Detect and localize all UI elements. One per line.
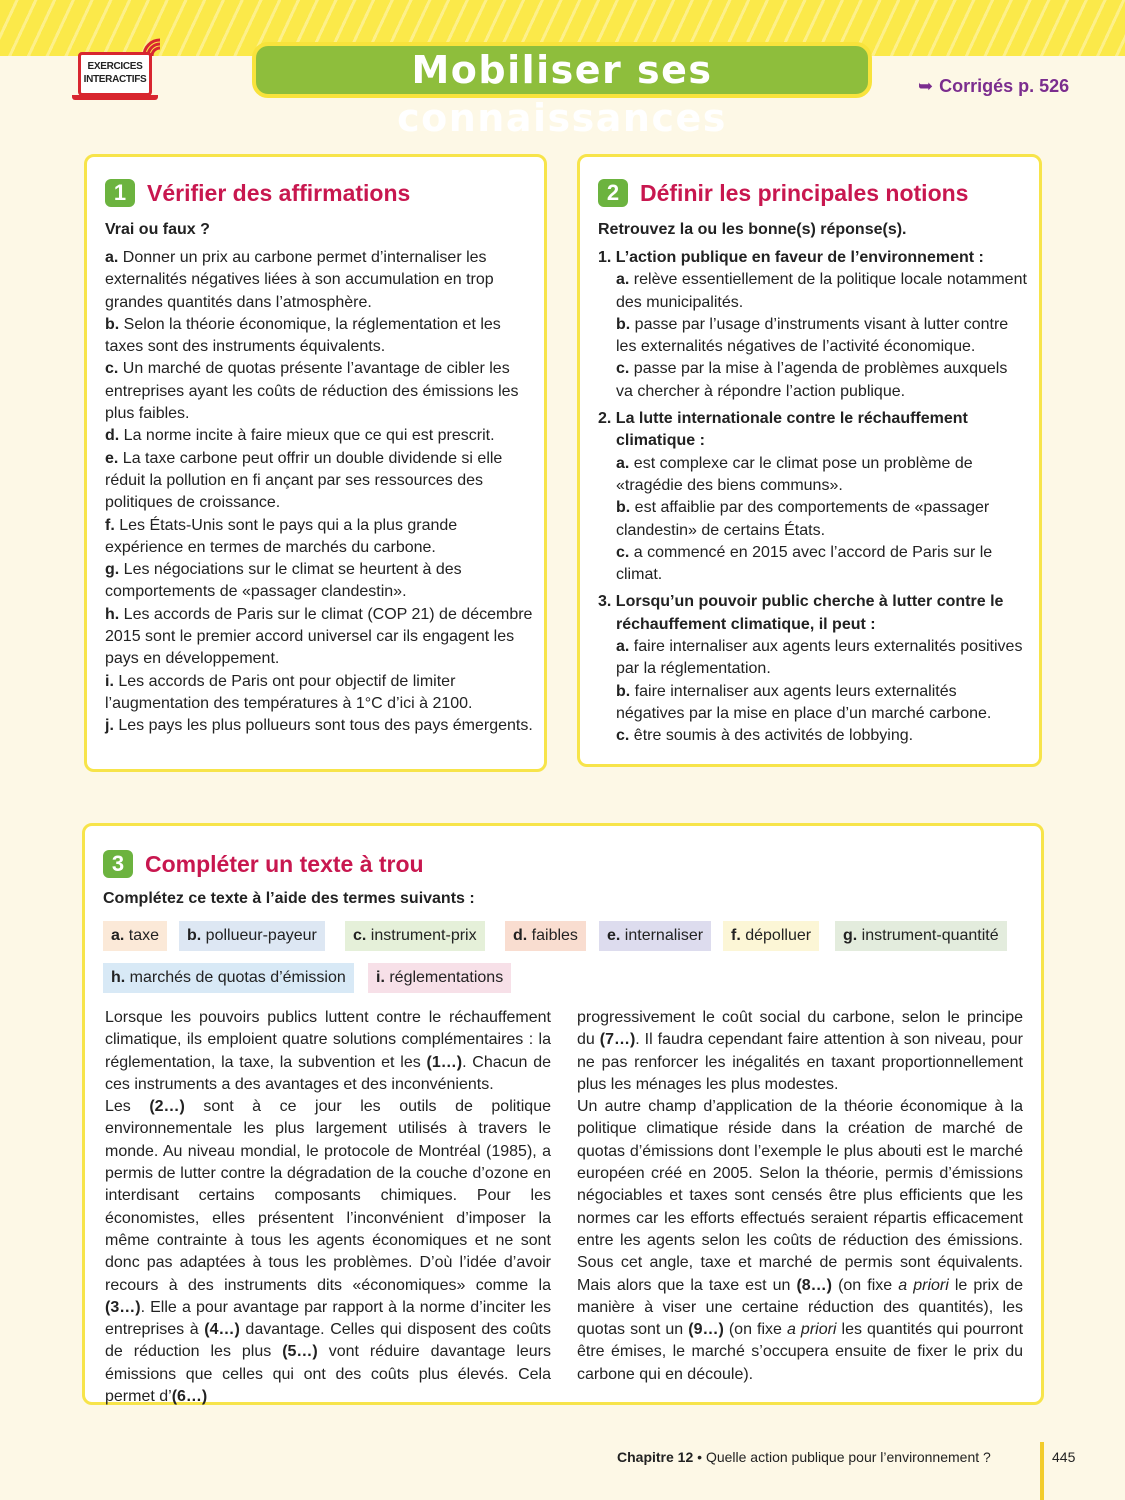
exercise-2-box — [577, 154, 1042, 767]
blank-slot[interactable]: (7…) — [599, 1031, 636, 1049]
blank-slot[interactable]: (5…) — [282, 1343, 318, 1361]
answer-option[interactable]: c. être soumis à des activités de lobbying. — [616, 727, 914, 745]
question-text: 2. La lutte internationale contre le réchauffement climatique : — [598, 410, 968, 450]
exercise-1-header — [105, 179, 410, 207]
blank-slot[interactable]: (3…) — [105, 1298, 141, 1316]
text-column-right: progressivement le coût social du carbone, selon le principe du (7…). Il faudra cependant faire attention à son niveau, pour ne pas renforcer les inégalités en taxant proportionnellement plus les ménages les plus modestes. Un autre champ d’application de la théorie économique à la politique climatique réside dans la création de marché de quotas d’émissions dont l’exemple le plus abouti est le marché européen créé en 2005. Selon la théorie, permis d’émissions négociables et taxes sont censés être plus efficients que les normes car les efforts effectués seraient répartis efficacement entre les agents selon les coûts de réduction des émissions. Sous cet angle, taxe et marché de permis sont équivalents. Mais alors que la taxe est un (8…) (on fixe a priori le prix de manière à viser une certaine réduction des quantités), les quotas sont un (9…) (on fixe a priori les quantités qui pourront être émises, le marché s’occupera ensuite de fixer le prix du carbone qui en découle). — [577, 1009, 1024, 1383]
statement-item: h. Les accords de Paris sur le climat (COP 21) de décembre 2015 sont le premier accord universel car ils engagent les pays en développement. — [105, 605, 533, 668]
statement-item: j. Les pays les plus pollueurs sont tous des pays émergents. — [105, 717, 533, 735]
badge-line-1: EXERCICES — [87, 61, 143, 72]
statement-item: e. La taxe carbone peut offrir un double dividende si elle réduit la pollution en fi ançant par ses ressources des politiques de croissance. — [105, 449, 503, 512]
exercise-title: Vérifier des affirmations — [147, 179, 411, 206]
exercise-instruction: Retrouvez la ou les bonne(s) réponse(s). — [598, 221, 907, 238]
statement-item: d. La norme incite à faire mieux que ce qui est prescrit. — [105, 427, 495, 445]
corriges-label: Corrigés p. 526 — [939, 76, 1070, 96]
statement-item: g. Les négociations sur le climat se heurtent à des comportements de «passager clandestin». — [105, 561, 462, 601]
answer-option[interactable]: c. passe par la mise à l’agenda de problèmes auxquels va chercher à répondre l’action publique. — [616, 360, 1008, 400]
statement-item: f. Les États-Unis sont le pays qui a la plus grande expérience en termes de marchés du carbone. — [105, 516, 458, 556]
statement-item: c. Un marché de quotas présente l’avantage de cibler les entreprises ayant les coûts de réduction des émissions les plus faibles. — [105, 360, 519, 423]
blank-slot[interactable]: (2…) — [149, 1098, 185, 1116]
question-block — [598, 408, 1028, 586]
answer-option[interactable]: a. relève essentiellement de la politique locale notamment des municipalités. — [616, 271, 1027, 311]
text-column-left: Lorsque les pouvoirs publics luttent contre le réchauffement climatique, ils emploient quatre solutions complémentaires : la réglementation, la taxe, la subvention et les (1…). Chacun de ces instruments a des avantages et des inconvénients. Les (2…) sont à ce jour les outils de politique environnementale les plus largement utilisés à travers le monde. Au niveau mondial, le protocole de Montréal (1985), a permis de lutter contre la dégradation de la couche d’ozone en interdisant certains composants chimiques. Pour les économistes, elles présentent l’inconvénient d’imposer la même contrainte à tous les agents économiques et ne sont donc pas adaptées à tous les problèmes. D’où l’idée d’avoir recours à des instruments dits «économiques» comme la (3…). Elle a pour avantage par rapport à la norme d’inciter les entreprises à (4…) davantage. Celles qui disposent des coûts de réduction les plus (5…) vont réduire davantage leurs émissions que celles qui ont des coûts plus élevés. Cela permet d’(6…) — [105, 1009, 552, 1406]
question-block — [598, 247, 1028, 403]
blank-slot[interactable]: (6…) — [171, 1388, 208, 1406]
exercise-3-box — [82, 823, 1044, 1405]
answer-option[interactable]: b. faire internaliser aux agents leurs externalités négatives par la mise en place d’un marché carbone. — [616, 682, 992, 722]
interactive-exercises-badge[interactable] — [72, 40, 164, 102]
term-chip[interactable]: c. instrument-prix — [345, 921, 485, 951]
exercise-number: 3 — [103, 850, 133, 878]
exercise-title: Compléter un texte à trou — [145, 850, 424, 877]
term-chip[interactable]: d. faibles — [505, 921, 586, 951]
question-text: 3. Lorsqu’un pouvoir public cherche à lutter contre le réchauffement climatique, il peut : — [598, 593, 1004, 633]
blank-slot[interactable]: (9…) — [688, 1321, 724, 1339]
answer-option[interactable]: b. passe par l’usage d’instruments visant à lutter contre les externalités négatives de l’activité économique. — [616, 315, 1009, 356]
exercise-2-header — [598, 179, 968, 207]
blank-slot[interactable]: (1…) — [426, 1053, 463, 1071]
blank-slot[interactable]: (8…) — [796, 1276, 833, 1294]
statement-list — [105, 247, 535, 738]
page-title: Mobiliser ses connaissances — [252, 42, 872, 98]
footer-subtitle: Quelle action publique pour l’environnement ? — [705, 1449, 991, 1465]
answer-option[interactable]: a. est complexe car le climat pose un problème de «tragédie des biens communs». — [616, 454, 973, 494]
exercise-title: Définir les principales notions — [640, 179, 969, 206]
term-chip[interactable]: f. dépolluer — [723, 921, 819, 951]
footer-divider — [1040, 1442, 1044, 1500]
exercise-instruction: Vrai ou faux ? — [105, 221, 210, 238]
exercise-1-box — [84, 154, 547, 772]
laptop-screen-icon — [78, 52, 152, 96]
answer-option[interactable]: b. est affaiblie par des comportements de «passager clandestin» de certains États. — [616, 499, 990, 539]
blank-slot[interactable]: (4…) — [204, 1321, 240, 1339]
exercise-number: 2 — [598, 179, 628, 207]
exercise-number: 1 — [105, 179, 135, 207]
page-footer — [617, 1449, 991, 1465]
term-chip[interactable]: e. internaliser — [599, 921, 711, 951]
badge-line-2: INTERACTIFS — [83, 74, 147, 85]
term-chip[interactable]: i. réglementations — [368, 963, 511, 993]
footer-chapter: Chapitre 12 — [617, 1449, 694, 1465]
question-text: 1. L’action publique en faveur de l’environnement : — [598, 249, 984, 266]
arrow-right-icon: ➥ — [918, 76, 934, 96]
laptop-base-icon — [72, 95, 158, 100]
term-chip[interactable]: a. taxe — [103, 921, 167, 951]
question-list — [598, 247, 1028, 753]
statement-item: b. Selon la théorie économique, la réglementation et les taxes sont des instruments équivalents. — [105, 315, 501, 356]
term-chip[interactable]: g. instrument-quantité — [835, 921, 1007, 951]
statement-item: i. Les accords de Paris ont pour objectif de limiter l’augmentation des températures à 1°C d’ici à 2100. — [105, 672, 473, 712]
question-block — [598, 591, 1028, 747]
footer-separator: • — [693, 1449, 706, 1465]
corriges-link[interactable] — [918, 76, 1069, 97]
term-chip[interactable]: b. pollueur-payeur — [179, 921, 325, 951]
page-number: 445 — [1052, 1449, 1076, 1465]
term-chip[interactable]: h. marchés de quotas d’émission — [103, 963, 354, 993]
exercise-3-header — [103, 850, 424, 878]
answer-option[interactable]: a. faire internaliser aux agents leurs externalités positives par la réglementation. — [616, 638, 1023, 678]
answer-option[interactable]: c. a commencé en 2015 avec l’accord de Paris sur le climat. — [616, 543, 993, 584]
statement-item: a. Donner un prix au carbone permet d’internaliser les externalités négatives liées à son accumulation en trop grandes quantités dans l’atmosphère. — [105, 249, 494, 311]
exercise-instruction: Complétez ce texte à l’aide des termes suivants : — [103, 890, 475, 907]
